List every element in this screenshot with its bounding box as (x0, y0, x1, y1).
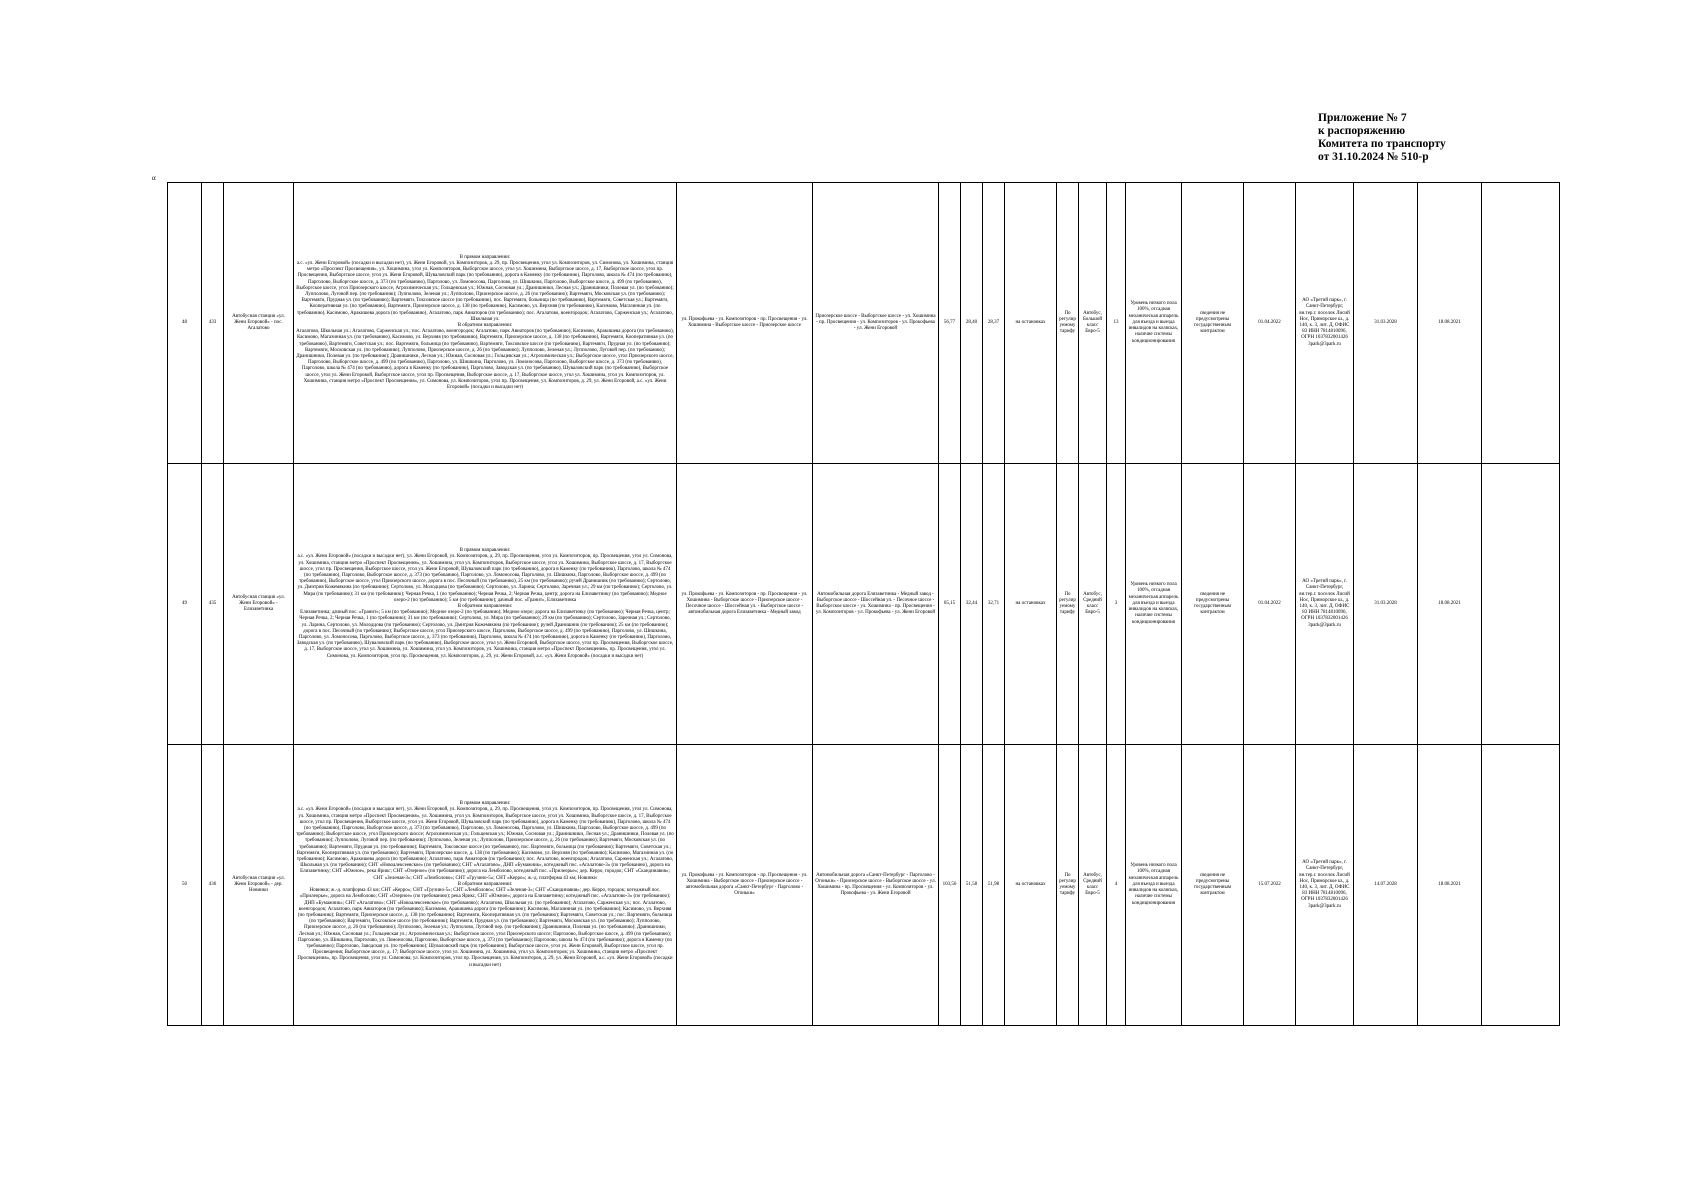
path-backward-heading: В обратном направлении: (457, 323, 513, 328)
length-backward: 28,37 (983, 183, 1005, 464)
route-path (294, 745, 677, 1026)
path-forward-heading: В прямом направлении: (459, 801, 511, 807)
stop-order: на остановках (1005, 183, 1057, 464)
length-forward: 51,58 (961, 745, 983, 1026)
routes-table-body (168, 183, 1560, 1026)
path-forward-heading: В прямом направлении: (459, 254, 511, 260)
route-name: Автобусная станция «ул. Жени Егоровой» - Елизаветинка (224, 464, 294, 745)
route-number: 433 (202, 183, 224, 464)
table-row (168, 183, 1560, 464)
route-name: Автобусная станция «ул. Жени Егоровой» - пос. Агалатово (224, 183, 294, 464)
tariff-type: По регулируемому тарифу (1057, 183, 1079, 464)
vehicle-requirements: Уровень низкого пола 100%, отсадная механическая аппарель для въезда и выезда инвалидов на колясках, наличие системы кондиционирования (1126, 183, 1182, 464)
start-date: 01.04.2022 (1244, 183, 1296, 464)
length-backward: 32,71 (983, 464, 1005, 745)
length-total: 56,77 (939, 183, 961, 464)
appendix-committee: Комитета по транспорту (1318, 138, 1446, 150)
tariff-type: По регулируемому тарифу (1057, 464, 1079, 745)
vehicle-class: Автобус, Большой класс Евро-5 (1079, 183, 1107, 464)
vehicle-class: Автобус, Средний класс Евро-5 (1079, 464, 1107, 745)
side-mark: α (152, 174, 156, 182)
route-path (294, 183, 677, 464)
streets-backward: Автомобильная дорога «Санкт-Петербург - Парголово - Огоньки» - Приозерское шоссе - Выборгское шоссе - ул. Хошимина - пр. Просвещения - ул. Композиторов - ул. Прокофьева - ул. Жени Егоровой (813, 745, 939, 1026)
appendix-title: Приложение № 7 (1318, 112, 1407, 124)
start-date: 01.04.2022 (1244, 464, 1296, 745)
route-number: 436 (202, 745, 224, 1026)
table-row (168, 464, 1560, 745)
length-forward: 28,40 (961, 183, 983, 464)
path-backward-stops: Агалатово, Школьная ул.; Агалатово, Сарженская ул.; пос. Агалатово, военгородок; Агалатово, парк Авиаторов (по требованию); Касимово, Аракишева дорога (по требованию), Касимово, Магазинная ул. (по требованию), Касимово, ул. Верхняя (по требованию), Вартемяги, Приозерское шоссе, д. 138 (по требованию), Вартемяги, Кооперативная ул. (по требованию), Вартемяги, Советская ул.; пос. Вартемяги, больница (по требованию), Вартемяги, Токсовское шоссе (по требованию), Вартемяги, Прудная ул. (по требованию); Вартемяги, Московская ул. (по требованию); Лупполово, Приозерское шоссе, д. 26 (по требованию); Лупполово, Зеленая ул.; Лупполово, Луговой пер. (по требованию); Дранишники, Полевая ул. (по требованию); Дранишники, Лесная ул.; Южная, Сосновая ул.; Гольцевская ул.; Агрохимическая ул.; Выборгское шоссе, угол Приозерского шоссе, Парголово, Выборгское шоссе, д. 499 (по требованию), Парголово, ул. Шишкина, Парголово, ул. Ломоносова, Парголово, Выборгское шоссе, д. 373 (по требованию), Парголово, школа № 474 (по требованию), дорога в Каменку (по требованию), Парголово, Заводская ул. (по требованию), Шуваловский парк (по требованию), Выборгское шоссе, угол ул. Жени Егоровой, Выборгское шоссе, угол пр. Просвещения, Выборгское шоссе, д. 17, Выборгское шоссе, угол ул. Хошимина, угол ул. Композиторов, ул. Хошимина, станция метро «Проспект Просвещения», ул. Симонова, ул. Композиторов, угол пр. Просвещения, ул. Композиторов, д. 29, ул. Жени Егоровой, а.с. «ул. Жени Егоровой» (посадки и высадки нет) (296, 329, 674, 391)
appendix-order-ref: к распоряжению (1318, 125, 1406, 137)
path-forward-heading: В прямом направлении: (459, 548, 511, 554)
vehicle-requirements: Уровень низкого пола 100%, отсадная механическая аппарель для въезда и выезда инвалидов на колясках, наличие системы кондиционирования (1126, 464, 1182, 745)
streets-forward: ул. Прокофьева - ул. Композиторов - пр. Просвещения - ул. Хошимина - Выборгское шоссе - Приозерское шоссе - автомобильная дорога «Санкт-Петербург - Парголово - Огоньки» (677, 745, 813, 1026)
contract-info: сведения не предусмотрены государственным контрактом (1182, 183, 1244, 464)
appendix-date: от 31.10.2024 № 510-р (1318, 151, 1429, 163)
end-date: 14.07.2028 (1354, 745, 1418, 1026)
contract-info: сведения не предусмотрены государственным контрактом (1182, 464, 1244, 745)
streets-backward: Приозерское шоссе - Выборгское шоссе - ул. Хошимина - пр. Просвещения - ул. Композиторов - ул. Прокофьева - ул. Жени Егоровой (813, 183, 939, 464)
approval-date: 18.08.2021 (1418, 183, 1482, 464)
length-forward: 32,44 (961, 464, 983, 745)
route-number: 435 (202, 464, 224, 745)
approval-date: 18.08.2021 (1418, 464, 1482, 745)
length-total: 65,15 (939, 464, 961, 745)
vehicle-count: 3 (1107, 464, 1126, 745)
appendix-header (1318, 112, 1518, 164)
length-backward: 51,98 (983, 745, 1005, 1026)
path-backward-stops: Елизаветинка; дачный пос. «Гранит»; 5 км (по требованию); Медное озеро-2 (по требованию); Медное озеро; дорога на Елизаветинку (по требованию); Черная Речка, центр; Черная Речка, 2; Черная Речка, 1 (по требованию); 31 км (по требованию); Сертолово, ул. Мира (по требованию); 29 км (по требованию); Сертолово, Заречная ул.; Сертолово, ул. Ларина, Сертолово, ул. Молодцова (по требованию); Сертолово, ул. Дмитрия Кожемякина (по требованию); ручей Дранишник (по требованию); 25 км (по требованию); дорога в пос. Песочный (по требованию); Выборгское шоссе, угол Приозерского шоссе, Парголово, Выборгское шоссе, д. 499 (по требованию), Парголово, ул. Шишкина, Парголово, ул. Ломоносова, Парголово, Выборгское шоссе, д. 373 (по требованию), Парголово, школа № 474 (по требованию), дорога в Каменку (по требованию), Парголово, Заводская ул. (по требованию), Шуваловский парк (по требованию), Выборгское шоссе, угол ул. Жени Егоровой, Выборгское шоссе, угол пр. Просвещения, Выборгское шоссе, д. 17, Выборгское шоссе, угол ул. Хошимина, ул. Хошимина, угол ул. Композиторов, ул. Хошимина, станция метро «Проспект Просвещения», пр. Просвещения, угол ул. Симонова, ул. Композиторов, угол пр. Просвещения, ул. Композиторов, д. 29, ул. Жени Егоровой, а.с. «ул. Жени Егоровой» (посадки и высадки нет) (296, 610, 674, 659)
streets-forward: ул. Прокофьева - ул. Композиторов - пр. Просвещения - ул. Хошимина - Выборгское шоссе - Приозерское шоссе (677, 183, 813, 464)
vehicle-class: Автобус, Средний класс Евро-5 (1079, 745, 1107, 1026)
stop-order: на остановках (1005, 745, 1057, 1026)
row-number: 50 (168, 745, 202, 1026)
streets-forward: ул. Прокофьева - ул. Композиторов - пр. Просвещения - ул. Хошимина - Выборгское шоссе - Приозерское шоссе - Песочное шоссе - Шоссейная ул. - Выборгское шоссе - автомобильная дорога Елизаветинка - Медный завод (677, 464, 813, 745)
path-backward-stops: Новинки; ж.-д. платформа 43 км; СНТ «Керро»; СНТ «Грузино-5»; СНТ «Лемболово»; СНТ «Зеленая-3»; СНТ «Скандинавия»; дер. Керро, городок; котеджный пос. «Прилеорье», дорога на Лемболово; СНТ «Озерное» (по требованию); река Ярикс, СНТ «Южное»; дорога на Елизаветинку; котеджный пос. «Агалатово-3» (по требованию); ДНП «Бумажник»; СНТ «Агалатово»; СНТ «Новоалексеевское» (по требованию); Агалатово, Школьная ул. (по требованию); Агалатово, Сарженская ул.; пос. Агалатово, военгородок; Агалатово, парк Авиаторов (по требованию); Касимово, Аракишева дорога (по требованию); Касимово, Магазинная ул. (по требованию); Касимово, ул. Верхняя (по требованию); Вартемяги, Приозерское шоссе, д. 138 (по требованию); Вартемяги, Кооперативная ул. (по требованию); Вартемяги, Советская ул.; пос. Вартемяги, больница (по требованию); Вартемяги, Токсовское шоссе (по требованию); Вартемяги, Прудная ул. (по требованию); Вартемяги, Московская ул. (по требованию); Лупполово, Приозерское шоссе, д. 26 (по требованию); Лупполово, Зеленая ул.; Лупполово, Луговой пер. (по требованию); Дранишники, Полевая ул. (по требованию); Дранишники, Лесная ул.; Южная, Сосновая ул.; Гольцевская ул.; Агрохимическая ул.; Выборгское шоссе, угол Приозерского шоссе; Парголово, Выборгское шоссе, д. 499 (по требованию); Парголово, ул. Шишкина, Парголово, ул. Ломоносова, Парголово, Выборгское шоссе, д. 373 (по требованию); Парголово, школа № 474 (по требованию); дорога в Каменку (по требованию); Парголово, Заводская ул. (по требованию); Шуваловский парк (по требованию); Выборгское шоссе, угол ул. Жени Егоровой, Выборгское шоссе, угол пр. Просвещения; Выборгское шоссе, д. 17; Выборгское шоссе, угол ул. Хошимина, ул. Хошимина, угол ул. Композиторов; ул. Хошимина, станция метро «Проспект Просвещения», пр. Просвещения, угол ул. Симонова; ул. Композиторов, угол пр. Просвещения, ул. Композиторов, д. 29, ул. Жени Егоровой, а.с. «ул. Жени Егоровой» (посадки и высадки нет) (297, 888, 673, 968)
carrier-info: АО «Третий парк», г. Санкт-Петербург, вн.тер.г. поселок Лисий Нос, Приморское ш., д. 140, к. 3, лит. Д, ОФИС 83 ИНН 7814810096, ОГРН 1037832001426 3park@3park.ru (1296, 183, 1354, 464)
path-forward-stops: а.с. «ул. Жени Егоровой» (посадки и высадки нет), ул. Жени Егоровой, ул. Композиторов, д. 29, пр. Просвещения, угол ул. Композиторов, ул. Симонова, ул. Хошимина, станция метро «Проспект Просвещения», ул. Хошимина, угол ул. Композиторов, Выборгское шоссе, угол ул. Хошимина, Выборгское шоссе, д. 17, Выборгское шоссе, угол пр. Просвещения, Выборгское шоссе, угол ул. Жени Егоровой, Шуваловский парк (по требованию), дорога в Каменку (по требованию), Парголово, школа № 474 (по требованию), Парголово, Выборгское шоссе, д. 373 (по требованию), Парголово, ул. Ломоносова, Парголово, ул. Шишкина, Парголово, Выборгское шоссе, д. 499 (по требованию), Выборгское шоссе, угол Приозерского шоссе, Агрохимическая ул.; Гольцевская ул.; Южная, Сосновая ул.; Дранишники, Лесная ул.; Дранишники, Полевая ул. (по требованию); Лупполово, Луговой пер. (по требованию); Лупполово, Зеленая ул.; Лупполово, Приозерское шоссе, д. 26 (по требованию); Вартемяги, Московская ул. (по требованию); Вартемяги, Прудная ул. (по требованию); Вартемяги, Токсовское шоссе (по требованию), пос. Вартемяги, больница (по требованию), Вартемяги, Советская ул.; Вартемяги, Кооперативная ул. (по требованию), Вартемяги, Приозерское шоссе, д. 138 (по требованию), Касимово, ул. Верхняя (по требованию), Касимово, Магазинная ул. (по требованию), Касимово, Аракишева дорога (по требованию), Агалатово, парк Авиаторов (по требованию); пос. Агалатово, военгородок; Агалатово, Сарженская ул.; Агалатово, Школьная ул. (296, 260, 674, 322)
routes-table (167, 182, 1560, 1026)
end-date: 31.03.2028 (1354, 183, 1418, 464)
extra-cell (1482, 745, 1560, 1026)
vehicle-requirements: Уровень низкого пола 100%, отсадная механическая аппарель для въезда и выезда инвалидов на колясках, наличие системы кондиционирования (1126, 745, 1182, 1026)
streets-backward: Автомобильная дорога Елизаветинка - Медный завод - Выборгское шоссе - Шоссейная ул. - Песочное шоссе - Выборгское шоссе - ул. Хошимина - пр. Просвещения - ул. Композиторов - ул. Прокофьева - ул. Жени Егоровой (813, 464, 939, 745)
row-number: 48 (168, 183, 202, 464)
row-number: 49 (168, 464, 202, 745)
carrier-info: АО «Третий парк», г. Санкт-Петербург, вн.тер.г. поселок Лисий Нос, Приморское ш., д. 140, к. 3, лит. Д, ОФИС 83 ИНН 7814810096, ОГРН 1037832001426 3park@3park.ru (1296, 745, 1354, 1026)
vehicle-count: 4 (1107, 745, 1126, 1026)
path-backward-heading: В обратном направлении: (457, 881, 513, 887)
extra-cell (1482, 464, 1560, 745)
start-date: 15.07.2022 (1244, 745, 1296, 1026)
tariff-type: По регулируемому тарифу (1057, 745, 1079, 1026)
end-date: 31.03.2028 (1354, 464, 1418, 745)
table-row (168, 745, 1560, 1026)
carrier-info: АО «Третий парк», г. Санкт-Петербург, вн.тер.г. поселок Лисий Нос, Приморское ш., д. 140, к. 3, лит. Д, ОФИС 83 ИНН 7814810096, ОГРН 1037832001426 3park@3park.ru (1296, 464, 1354, 745)
path-backward-heading: В обратном направлении: (457, 604, 513, 609)
route-path (294, 464, 677, 745)
approval-date: 18.08.2021 (1418, 745, 1482, 1026)
contract-info: сведения не предусмотрены государственным контрактом (1182, 745, 1244, 1026)
path-forward-stops: а.с. «ул. Жени Егоровой» (посадки и высадки нет), ул. Жени Егоровой, ул. Композиторов, д. 29, пр. Просвещения, угол ул. Композиторов, пр. Просвещения, угол ул. Симонова, ул. Хошимина, станция метро «Проспект Просвещения», ул. Хошимина, угол ул. Композиторов, Выборгское шоссе, угол ул. Хошимина, Выборгское шоссе, д. 17, Выборгское шоссе, угол пр. Просвещения, Выборгское шоссе, угол ул. Жени Егоровой, Шуваловский парк (по требованию), дорога в Каменку (по требованию), Парголово, школа № 474 (по требованию), Парголово, Выборгское шоссе, д. 373 (по требованию), Парголово, ул. Ломоносова, Парголово, ул. Шишкина, Парголово, Выборгское шоссе, д. 499 (по требованию); Выборгское шоссе, угол Приозерского шоссе; Агрохимическая ул.; Гольцевская ул.; Южная, Сосновая ул.; Дранишники, Лесная ул.; Дранишники, Полевая ул. (по требованию); Лупполово, Луговой пер. (по требованию); Лупполово, Зеленая ул.; Лупполово, Приозерское шоссе, д. 26 (по требованию); Вартемяги, Московская ул. (по требованию); Вартемяги, Прудная ул. (по требованию); Вартемяги, Токсовское шоссе (по требованию), пос. Вартемяги, больница (по требованию); Вартемяги, Советская ул.; Вартемяги, Кооперативная ул. (по требованию); Вартемяги, Приозерское шоссе, д. 138 (по требованию); Касимово, ул. Верхняя (по требованию); Касимово, Магазинная ул. (по требованию); Касимово, Аракишева дорога (по требованию); Агалатово, парк Авиаторов (по требованию); пос. Агалатово, военгородок; Агалатово, Сарженская ул.; Агалатово, Школьная ул. (по требованию); СНТ «Новоалексеевское» (по требованию); СНТ «Агалатово», ДНП «Бумажник», котеджный пос. «Агалатово-3» (по требованию), дорога на Елизаветинку; СНТ «Южное», река Ярикс; СНТ «Озерное» (по требованию); дорога на Лемболово, котеджный пос. «Прилеорье»; дер. Керро, городок; СНТ «Скандинавия»; СНТ «Зеленая-3»; СНТ «Лемболово»; СНТ «Грузино-5»; СНТ «Керро»; ж.-д. платформа 43 км; Новинки (296, 807, 674, 881)
path-forward-stops: а.с. «ул. Жени Егоровой» (посадки и высадки нет), ул. Жени Егоровой, ул. Композиторов, д. 29, пр. Просвещения, угол ул. Композиторов, пр. Просвещения, угол ул. Симонова, ул. Хошимина, станция метро «Проспект Просвещения», ул. Хошимина, угол ул. Композиторов, Выборгское шоссе, угол ул. Хошимина, Выборгское шоссе, д. 17, Выборгское шоссе, угол пр. Просвещения, Выборгское шоссе, угол ул. Жени Егоровой, Шуваловский парк (по требованию), дорога в Каменку (по требованию), Парголово, школа № 474 (по требованию), Парголово, Выборгское шоссе, д. 373 (по требованию), Парголово, ул. Ломоносова, Парголово, ул. Шишкина, Парголово, Выборгское шоссе, д. 499 (по требованию), Выборгское шоссе, угол Приозерского шоссе, дорога в пос. Песочный (по требованию), 25 км (по требованию); ручей Дранишник (по требованию); Сертолово, ул. Дмитрия Кожемякина (по требованию); Сертолово, ул. Молодцова (по требованию); Сертолово, ул. Ларина; Сертолово, Заречная ул.; 29 км (по требованию); Сертолово, ул. Мира (по требованию); 31 км (по требованию); Черная Речка, 1 (по требованию); Черная Речка, 2; Черная Речка, центр; дорога на Елизаветинку (по требованию); Медное озеро-2 (по требованию); 5 км (по требованию); дачный пос. «Гранит», Елизаветинка (297, 554, 673, 603)
vehicle-count: 13 (1107, 183, 1126, 464)
route-name: Автобусная станция «ул. Жени Егоровой» - дер. Новинки (224, 745, 294, 1026)
extra-cell (1482, 183, 1560, 464)
length-total: 103,56 (939, 745, 961, 1026)
stop-order: на остановках (1005, 464, 1057, 745)
